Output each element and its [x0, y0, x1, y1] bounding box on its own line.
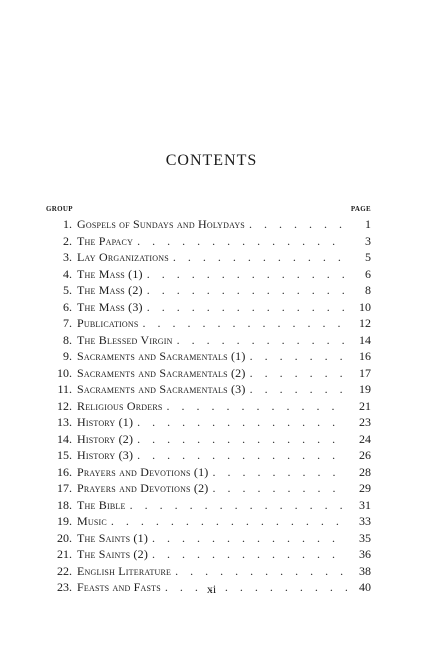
contents-entry[interactable]	[46, 447, 371, 464]
entry-title: History (3)	[77, 448, 134, 462]
entry-number: 13.	[57, 415, 72, 429]
contents-entry[interactable]	[46, 530, 371, 547]
entry-title: History (2)	[77, 431, 134, 446]
entry-title: Sacraments and Sacramentals (1)	[77, 349, 246, 363]
contents-entry[interactable]	[46, 266, 371, 283]
entry-page-number: 36	[359, 547, 371, 561]
entry-title: Feasts and Fasts	[77, 580, 161, 594]
entry-title: Music	[77, 514, 107, 528]
entry-page-number: 26	[359, 448, 371, 462]
page-column-header: PAGE	[350, 205, 371, 213]
entry-number: 9.	[63, 349, 72, 363]
dot-leader	[137, 447, 347, 464]
entry-page-number: 19	[359, 382, 371, 396]
page-title: CONTENTS	[165, 152, 258, 169]
contents-entry[interactable]	[46, 249, 371, 266]
entry-page-number: 38	[359, 563, 371, 578]
entry-page-number: 6	[365, 266, 371, 281]
entry-number: 14.	[57, 431, 72, 446]
dot-leader	[152, 530, 347, 547]
contents-entry[interactable]	[46, 381, 371, 398]
contents-entry[interactable]	[46, 431, 371, 448]
dot-leader	[249, 216, 347, 233]
entry-page-number: 5	[365, 250, 371, 264]
entry-number: 7.	[63, 316, 72, 330]
contents-entry[interactable]	[46, 398, 371, 415]
entry-title: The Mass (2)	[77, 283, 143, 297]
entry-title: Gospels of Sundays and Holydays	[77, 217, 245, 231]
entry-number: 10.	[57, 365, 72, 380]
dot-leader	[213, 464, 348, 481]
entry-title: The Mass (1)	[77, 266, 143, 281]
entry-title: Lay Organizations	[77, 250, 169, 264]
dot-leader	[111, 513, 347, 530]
contents-entry[interactable]	[46, 332, 371, 349]
entry-number: 23.	[57, 580, 72, 594]
entry-number: 5.	[63, 283, 72, 297]
dot-leader	[143, 315, 347, 332]
contents-entry[interactable]	[46, 563, 371, 580]
dot-leader	[147, 282, 347, 299]
entry-title: The Blessed Virgin	[77, 332, 173, 347]
contents-entry[interactable]	[46, 233, 371, 250]
dot-leader	[173, 249, 347, 266]
dot-leader	[130, 497, 347, 514]
dot-leader	[175, 563, 347, 580]
entry-page-number: 10	[359, 299, 371, 314]
contents-entry[interactable]	[46, 216, 371, 233]
entry-title: The Bible	[77, 497, 126, 512]
entry-number: 22.	[57, 563, 72, 578]
entry-number: 8.	[63, 332, 72, 347]
dot-leader	[167, 398, 347, 415]
entry-number: 11.	[57, 382, 72, 396]
entry-page-number: 3	[365, 233, 371, 248]
entry-title: The Mass (3)	[77, 299, 143, 314]
contents-entry[interactable]	[46, 546, 371, 563]
entry-page-number: 29	[359, 481, 371, 495]
entry-page-number: 40	[359, 580, 371, 594]
dot-leader	[250, 381, 347, 398]
contents-entry[interactable]	[46, 414, 371, 431]
contents-entry[interactable]	[46, 480, 371, 497]
contents-entry[interactable]	[46, 464, 371, 481]
entry-title: The Saints (2)	[77, 547, 149, 561]
entry-page-number: 35	[359, 530, 371, 545]
dot-leader	[250, 348, 347, 365]
entry-title: Publications	[77, 316, 139, 330]
entry-page-number: 14	[359, 332, 371, 347]
contents-entry[interactable]	[46, 365, 371, 382]
entry-number: 20.	[57, 530, 72, 545]
contents-entry[interactable]	[46, 513, 371, 530]
entry-page-number: 28	[359, 464, 371, 479]
entry-page-number: 21	[359, 398, 371, 413]
entry-page-number: 1	[365, 217, 371, 231]
entry-page-number: 17	[359, 365, 371, 380]
dot-leader	[152, 546, 347, 563]
entry-number: 15.	[57, 448, 72, 462]
dot-leader	[147, 266, 347, 283]
entry-number: 3.	[63, 250, 72, 264]
contents-entry[interactable]	[46, 497, 371, 514]
page-folio: xi	[206, 582, 217, 596]
entry-page-number: 16	[359, 349, 371, 363]
entry-page-number: 31	[359, 497, 371, 512]
entry-number: 12.	[57, 398, 72, 413]
contents-list	[46, 216, 371, 596]
group-column-header: GROUP	[46, 205, 73, 213]
entry-number: 19.	[57, 514, 72, 528]
entry-page-number: 8	[365, 283, 371, 297]
dot-leader	[137, 233, 347, 250]
dot-leader	[137, 431, 347, 448]
entry-number: 4.	[63, 266, 72, 281]
contents-entry[interactable]	[46, 282, 371, 299]
dot-leader	[177, 332, 347, 349]
dot-leader	[250, 365, 347, 382]
contents-entry[interactable]	[46, 348, 371, 365]
entry-title: Sacraments and Sacramentals (3)	[77, 382, 246, 396]
entry-page-number: 33	[359, 514, 371, 528]
entry-number: 2.	[63, 233, 72, 248]
entry-title: The Papacy	[77, 233, 134, 248]
entry-title: Religious Orders	[77, 398, 163, 413]
dot-leader	[213, 480, 348, 497]
entry-page-number: 24	[359, 431, 371, 446]
entry-title: History (1)	[77, 415, 134, 429]
entry-number: 18.	[57, 497, 72, 512]
contents-entry[interactable]	[46, 315, 371, 332]
entry-page-number: 23	[359, 415, 371, 429]
dot-leader	[147, 299, 347, 316]
entry-number: 21.	[57, 547, 72, 561]
dot-leader	[137, 414, 347, 431]
entry-number: 16.	[57, 464, 72, 479]
entry-page-number: 12	[359, 316, 371, 330]
entry-title: Prayers and Devotions (1)	[77, 464, 209, 479]
contents-entry[interactable]	[46, 299, 371, 316]
entry-number: 6.	[63, 299, 72, 314]
entry-number: 17.	[57, 481, 72, 495]
entry-title: The Saints (1)	[77, 530, 149, 545]
entry-title: English Literature	[77, 563, 172, 578]
entry-title: Prayers and Devotions (2)	[77, 481, 209, 495]
entry-title: Sacraments and Sacramentals (2)	[77, 365, 246, 380]
entry-number: 1.	[63, 217, 72, 231]
